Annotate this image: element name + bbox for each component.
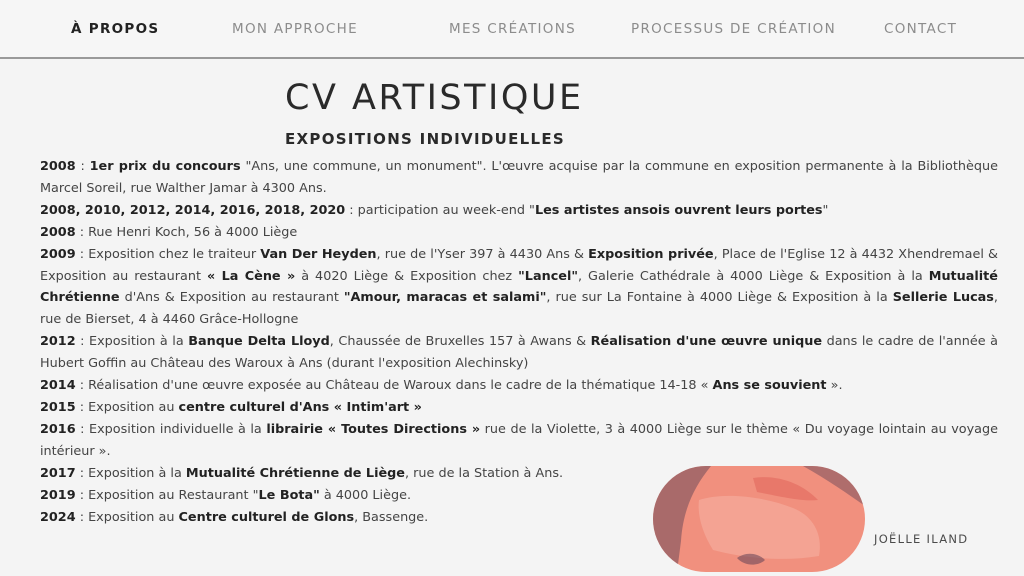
- artist-caption: JOËLLE ILAND: [874, 532, 969, 546]
- cv-entry-highlight: Ans se souvient: [712, 378, 827, 394]
- cv-entry-highlight: Mutualité Chrétienne de Liège: [185, 465, 405, 481]
- cv-entry-text: : Exposition au: [75, 509, 179, 525]
- cv-entry: [40, 463, 660, 485]
- cv-entry: [40, 200, 998, 222]
- cv-entry: [40, 244, 998, 332]
- cv-entry-text: , rue de Bierset, 4 à 4460 Grâce-Hollogne: [40, 290, 998, 328]
- artwork-image: [653, 466, 865, 572]
- cv-entry-text: : Exposition au Restaurant ": [75, 487, 259, 503]
- cv-entry-text: , Galerie Cathédrale à 4000 Liège & Exposition à la: [578, 268, 929, 284]
- cv-entry-highlight: Mutualité Chrétienne: [40, 268, 998, 306]
- cv-entry-text: dans le cadre de l'année à Hubert Goffin au Château des Waroux à Ans (durant l'exposition Alechinsky): [40, 334, 998, 372]
- cv-entry-text: : Exposition individuelle à la: [75, 421, 267, 437]
- cv-entry-text: ": [822, 202, 829, 218]
- cv-entry: [40, 507, 660, 529]
- cv-entry: [40, 397, 998, 419]
- cv-entry-highlight: 2012: [40, 334, 76, 350]
- artwork-painting: [653, 466, 865, 572]
- cv-entry-highlight: "Lancel": [518, 268, 579, 284]
- cv-entry-text: à 4000 Liège.: [319, 487, 412, 503]
- cv-entry: [40, 222, 998, 244]
- nav-link-processus-de-creation[interactable]: PROCESSUS DE CRÉATION: [631, 21, 836, 37]
- cv-entry-highlight: Sellerie Lucas: [892, 290, 994, 306]
- cv-entry-highlight: Le Bota": [258, 487, 320, 503]
- nav-link-contact[interactable]: CONTACT: [884, 21, 958, 37]
- cv-list: [40, 156, 998, 528]
- top-nav: [0, 0, 1024, 59]
- cv-entry: [40, 419, 998, 463]
- cv-entry: [40, 485, 660, 507]
- cv-entry-text: , Bassenge.: [354, 509, 429, 525]
- cv-entry: [40, 375, 998, 397]
- cv-entry-highlight: Centre culturel de Glons: [178, 509, 355, 525]
- cv-entry-text: : Rue Henri Koch, 56 à 4000 Liège: [75, 224, 298, 240]
- cv-entry-text: rue de la Violette, 3 à 4000 Liège sur le thème « Du voyage lointain au voyage intérieur ».: [40, 421, 999, 459]
- nav-link-mon-approche[interactable]: MON APPROCHE: [232, 21, 358, 37]
- cv-entry-text: : Exposition chez le traiteur: [75, 246, 261, 262]
- cv-entry-highlight: Van Der Heyden: [260, 246, 377, 262]
- cv-entry-highlight: Banque Delta Lloyd: [188, 334, 330, 350]
- cv-entry-highlight: 2016: [40, 421, 76, 437]
- cv-entry-text: à 4020 Liège & Exposition chez: [295, 268, 519, 284]
- cv-entry-text: , rue de l'Yser 397 à 4430 Ans &: [376, 246, 589, 262]
- cv-entry-text: : Réalisation d'une œuvre exposée au Château de Waroux dans le cadre de la thématique 14-18 «: [75, 378, 713, 394]
- cv-entry-highlight: 2017: [40, 465, 76, 481]
- cv-entry-highlight: Exposition privée: [588, 246, 714, 262]
- cv-entry-highlight: 2008: [40, 224, 76, 240]
- cv-entry-text: : Exposition au: [75, 399, 179, 415]
- nav-link-a-propos[interactable]: À PROPOS: [71, 21, 160, 37]
- cv-entry-text: , Chaussée de Bruxelles 157 à Awans &: [329, 334, 591, 350]
- cv-entry-highlight: centre culturel d'Ans « Intim'art »: [178, 399, 422, 415]
- cv-entry-highlight: 2024: [40, 509, 76, 525]
- cv-entry-highlight: "Amour, maracas et salami": [343, 290, 547, 306]
- cv-entry-highlight: 1er prix du concours: [89, 159, 241, 174]
- section-subtitle: EXPOSITIONS INDIVIDUELLES: [285, 130, 565, 148]
- cv-entry-text: ».: [826, 378, 843, 394]
- cv-entry-highlight: 2015: [40, 399, 76, 415]
- cv-entry-highlight: « La Cène »: [206, 268, 296, 284]
- cv-entry-highlight: Les artistes ansois ouvrent leurs portes: [534, 202, 823, 218]
- cv-entry-highlight: librairie « Toutes Directions »: [266, 421, 481, 437]
- cv-entry-highlight: 2008, 2010, 2012, 2014, 2016, 2018, 2020: [40, 202, 346, 218]
- nav-link-mes-creations[interactable]: MES CRÉATIONS: [449, 21, 576, 37]
- cv-entry-text: : Exposition à la: [75, 465, 186, 481]
- cv-entry-highlight: 2014: [40, 378, 76, 394]
- cv-entry-highlight: 2008: [40, 159, 76, 174]
- cv-entry-text: , rue de la Station à Ans.: [405, 465, 564, 481]
- cv-entry-highlight: 2009: [40, 246, 76, 262]
- cv-entry-text: "Ans, une commune, un monument". L'œuvre acquise par la commune en exposition permanente à la Bibliothèque Marcel Soreil, rue Walther Jamar à 4300 Ans.: [40, 159, 998, 196]
- cv-entry-text: : Exposition à la: [75, 334, 189, 350]
- cv-entry-text: , rue sur La Fontaine à 4000 Liège & Exposition à la: [546, 290, 893, 306]
- cv-entry: [40, 156, 998, 200]
- cv-entry-text: d'Ans & Exposition au restaurant: [119, 290, 344, 306]
- cv-entry-text: , Place de l'Eglise 12 à 4432 Xhendremael & Exposition au restaurant: [40, 246, 998, 284]
- cv-entry-highlight: Réalisation d'une œuvre unique: [590, 334, 823, 350]
- cv-entry-text: :: [75, 159, 90, 174]
- cv-entry-highlight: 2019: [40, 487, 76, 503]
- cv-entry-text: : participation au week-end ": [345, 202, 535, 218]
- page-title: CV ARTISTIQUE: [285, 78, 584, 118]
- cv-entry: [40, 331, 998, 375]
